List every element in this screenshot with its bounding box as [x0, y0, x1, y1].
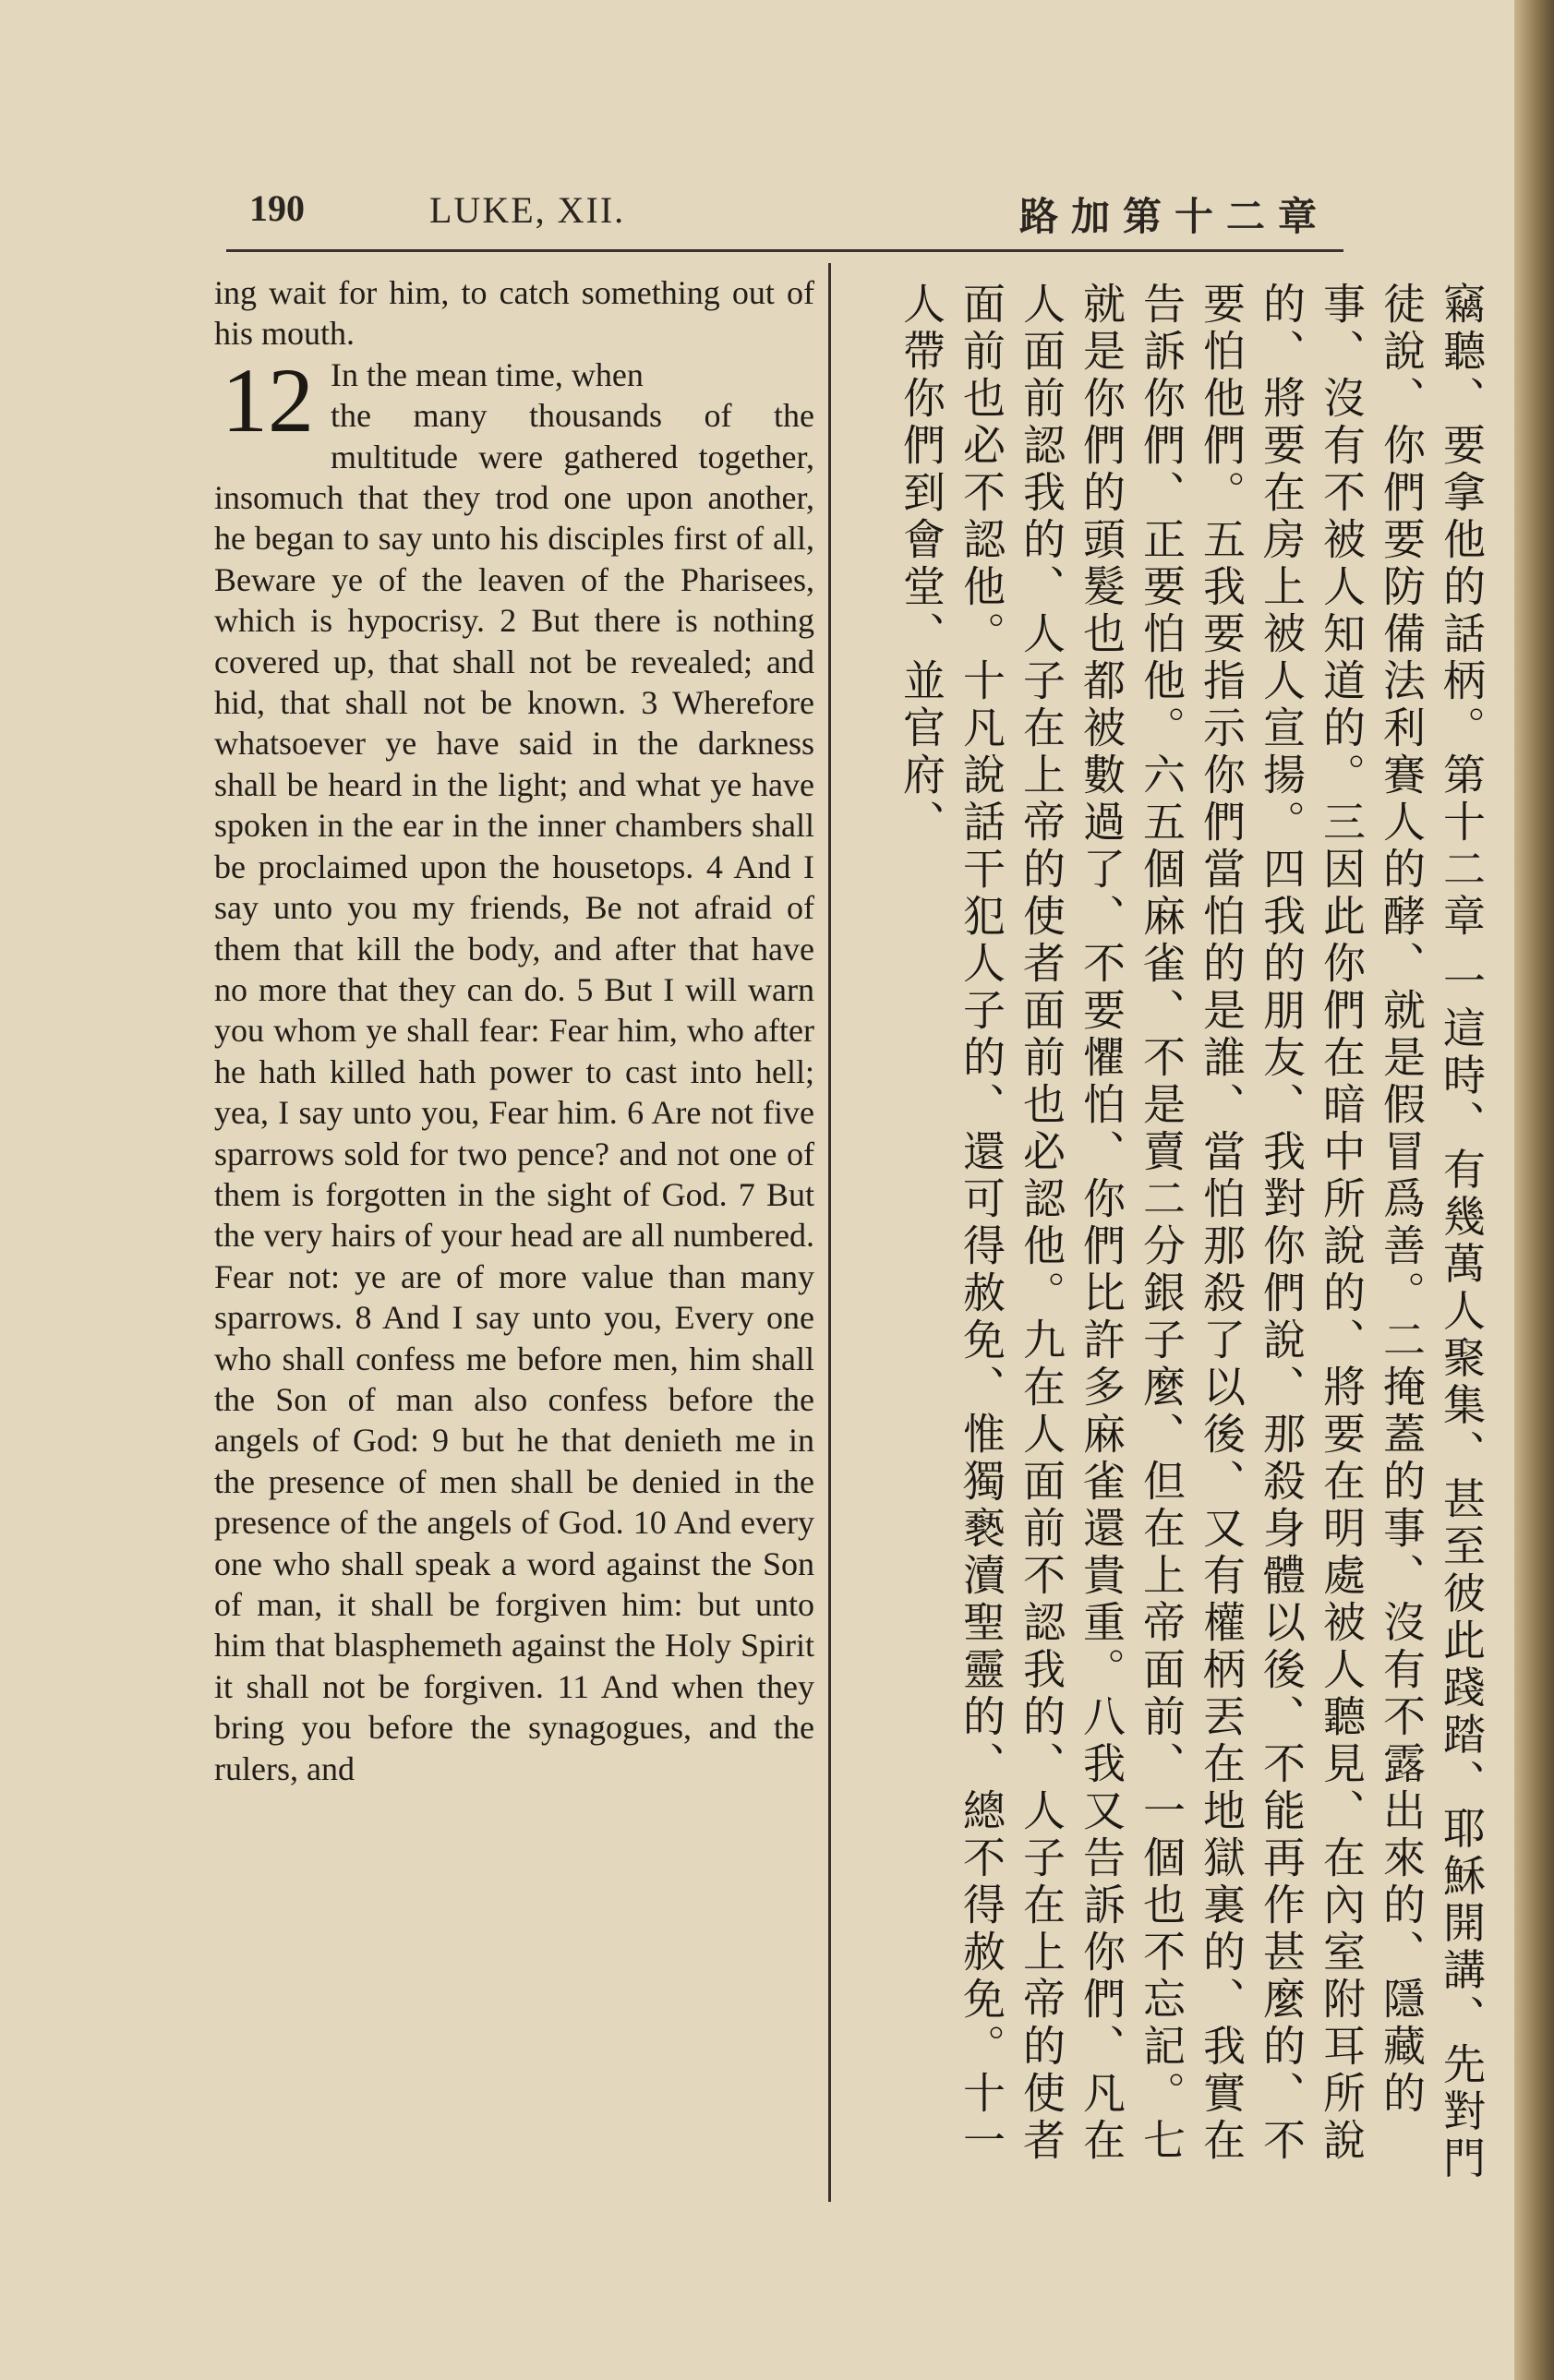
chinese-text: 竊聽、要拿他的話柄。第十二章 一這時、有幾萬人聚集、甚至彼此踐踏、耶穌開講、先對門徒說、你們要防備法利賽人的酵、就是假冒爲善。二掩蓋的事、沒有不露出來的、隱藏的事、沒有不被人知道的。三因此你們在暗中所說的、將要在明處被人聽見、在內室附耳所說的、將要在房上被人宣揚。四我的朋友、我對你們說、那殺身體以後、不能再作甚麼的、不要怕他們。五我要指示你們當怕的是誰、當怕那殺了以後、又有權柄丟在地獄裏的、我實在告訴你們、正要怕他。六五個麻雀、不是賣二分銀子麼、但在上帝面前、一個也不忘記。七就是你們的頭髮也都被數過了、不要懼怕、你們比許多麻雀還貴重。八我又告訴你們、凡在人面前認我的、人子在上帝的使者面前也必認他。九在人面前不認我的、人子在上帝的使者面前也必不認他。十凡說話干犯人子的、還可得赦免、惟獨褻瀆聖靈的、總不得赦免。十一人帶你們到會堂、並官府、 — [897, 282, 1487, 2183]
chinese-column — [845, 282, 1491, 2202]
chapter-drop-cap: 12 — [222, 348, 314, 451]
book-page-edge — [1514, 0, 1554, 2380]
page-number: 190 — [249, 187, 305, 229]
english-column — [214, 272, 814, 1789]
chapter-first-line: In the mean time, when — [331, 355, 644, 393]
chinese-chapter-title: 路加第十二章 — [1018, 194, 1330, 239]
header-rule — [226, 249, 1343, 252]
carryover-text: ing wait for him, to catch something out of his mouth. — [214, 274, 814, 353]
chapter-paragraph — [214, 348, 814, 1789]
page-header — [222, 175, 1348, 240]
running-head: LUKE, XII. — [429, 189, 626, 231]
column-divider — [828, 263, 831, 2202]
chapter-body-text: the many thousands of the multitude were gathered together, insomuch that they trod one upon another, he began to say unto his disciples first of all, Beware ye of the leaven of the Pharisees, which is hypocrisy. 2 But there is nothing covered up, that shall not be revealed; and hid, that shall not be known. 3 Wherefore whatsoever ye have said in the darkness shall be heard in the light; and what ye have spoken in the ear in the inner chambers shall be proclaimed upon the housetops. 4 And I say unto you my friends, Be not afraid of them that kill the body, and after that have no more that they can do. 5 But I will warn you whom ye shall fear: Fear him, who after he hath killed hath power to cast into hell; yea, I say unto you, Fear him. 6 Are not five sparrows sold for two pence? and not one of them is forgotten in the sight of God. 7 But the very hairs of your head are all numbered. Fear not: ye are of more value than many sparrows. 8 And I say unto you, Every one who shall confess me before men, him shall the Son of man also confess before the angels of God: 9 but he that denieth me in the presence of men shall be denied in the presence of the angels of God. 10 And every one who shall speak a word against the Son of man, it shall be forgiven him: but unto him that blasphemeth against the Holy Spirit it shall not be forgiven. 11 And when they bring you before the synagogues, and the rulers, and — [214, 397, 814, 1787]
